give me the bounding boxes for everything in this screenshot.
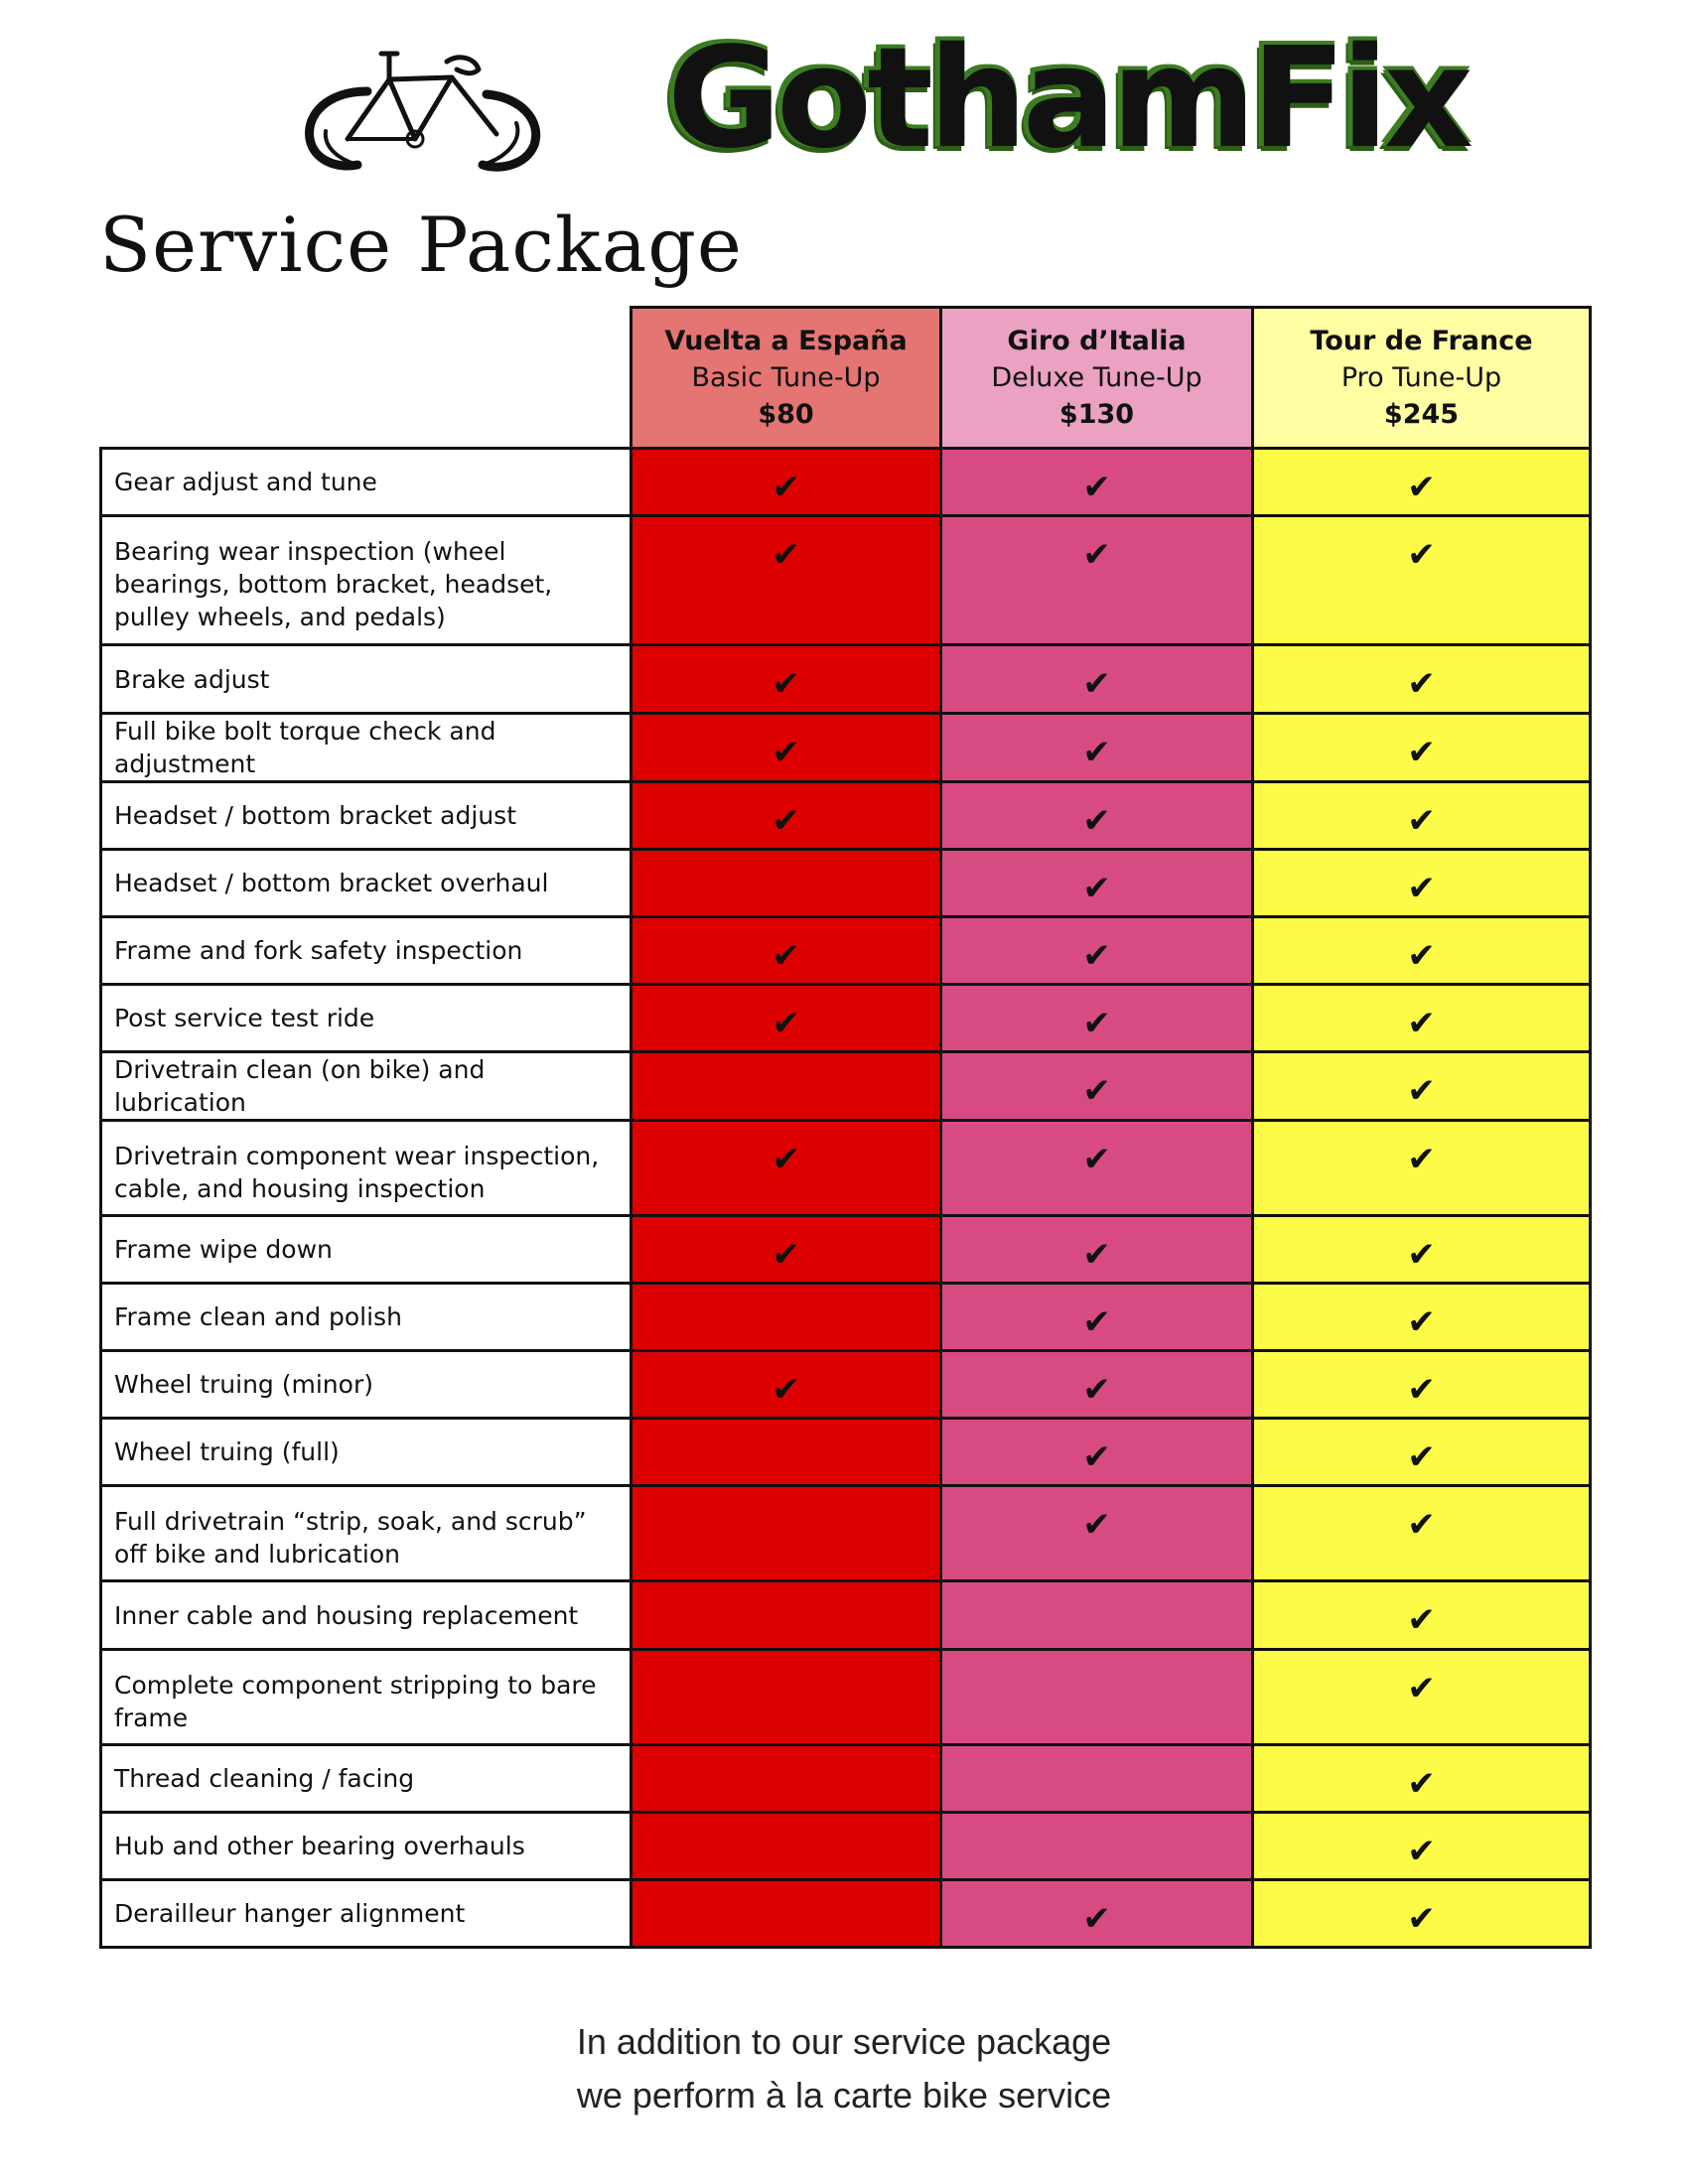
page-title: Service Package: [99, 201, 743, 289]
feature-row: [101, 1052, 1591, 1121]
check-icon: ✔: [1253, 1284, 1591, 1351]
footer-line-1: In addition to our service package: [576, 2021, 1112, 2062]
package-tier: Basic Tune-Up: [691, 362, 881, 393]
feature-label: Derailleur hanger alignment: [101, 1880, 632, 1948]
check-icon: ✔: [632, 645, 941, 714]
feature-label: Inner cable and housing replacement: [101, 1581, 632, 1650]
feature-row: [101, 449, 1591, 516]
footer-note: [0, 2015, 1688, 2122]
package-name: Tour de France: [1310, 326, 1533, 356]
check-icon: ✔: [632, 1216, 941, 1284]
brand-logo-text: GothamFix: [667, 18, 1469, 180]
empty-cell: [632, 1880, 941, 1948]
check-icon: ✔: [632, 1121, 941, 1216]
package-name: Giro d’Italia: [1007, 326, 1187, 356]
empty-cell: [632, 1581, 941, 1650]
check-icon: ✔: [941, 1486, 1253, 1581]
check-icon: ✔: [1253, 1880, 1591, 1948]
package-price: $80: [758, 399, 814, 430]
feature-label: Frame clean and polish: [101, 1284, 632, 1351]
feature-row: [101, 1880, 1591, 1948]
feature-label: Frame and fork safety inspection: [101, 917, 632, 985]
feature-label: Drivetrain clean (on bike) and lubrication: [101, 1052, 632, 1121]
check-icon: ✔: [1253, 850, 1591, 917]
empty-cell: [632, 1745, 941, 1813]
check-icon: ✔: [941, 850, 1253, 917]
feature-row: [101, 1351, 1591, 1419]
empty-cell: [632, 1284, 941, 1351]
feature-label: Wheel truing (minor): [101, 1351, 632, 1419]
check-icon: ✔: [941, 449, 1253, 516]
header-blank-cell: [101, 308, 632, 449]
package-header-pro: [1253, 308, 1591, 449]
feature-label: Thread cleaning / facing: [101, 1745, 632, 1813]
check-icon: ✔: [1253, 782, 1591, 850]
check-icon: ✔: [941, 1419, 1253, 1486]
check-icon: ✔: [1253, 1745, 1591, 1813]
feature-label: Gear adjust and tune: [101, 449, 632, 516]
check-icon: ✔: [632, 516, 941, 645]
bicycle-icon: [298, 40, 546, 179]
feature-row: [101, 714, 1591, 782]
check-icon: ✔: [941, 714, 1253, 782]
feature-label: Headset / bottom bracket overhaul: [101, 850, 632, 917]
check-icon: ✔: [1253, 917, 1591, 985]
empty-cell: [941, 1650, 1253, 1745]
check-icon: ✔: [1253, 714, 1591, 782]
feature-label: Hub and other bearing overhauls: [101, 1813, 632, 1880]
feature-row: [101, 850, 1591, 917]
package-header-row: [101, 308, 1591, 449]
feature-row: [101, 1581, 1591, 1650]
feature-row: [101, 645, 1591, 714]
feature-row: [101, 1121, 1591, 1216]
feature-label: Wheel truing (full): [101, 1419, 632, 1486]
feature-row: [101, 1419, 1591, 1486]
check-icon: ✔: [941, 1216, 1253, 1284]
check-icon: ✔: [1253, 1052, 1591, 1121]
check-icon: ✔: [941, 1284, 1253, 1351]
empty-cell: [632, 1052, 941, 1121]
check-icon: ✔: [941, 782, 1253, 850]
empty-cell: [632, 1650, 941, 1745]
check-icon: ✔: [1253, 1419, 1591, 1486]
check-icon: ✔: [941, 645, 1253, 714]
check-icon: ✔: [1253, 1121, 1591, 1216]
feature-row: [101, 985, 1591, 1052]
package-price: $245: [1383, 399, 1460, 430]
check-icon: ✔: [1253, 1650, 1591, 1745]
check-icon: ✔: [632, 714, 941, 782]
check-icon: ✔: [941, 985, 1253, 1052]
check-icon: ✔: [941, 1052, 1253, 1121]
feature-row: [101, 1284, 1591, 1351]
empty-cell: [941, 1581, 1253, 1650]
empty-cell: [632, 1486, 941, 1581]
feature-label: Full bike bolt torque check and adjustment: [101, 714, 632, 782]
check-icon: ✔: [1253, 645, 1591, 714]
check-icon: ✔: [941, 1351, 1253, 1419]
feature-label: Bearing wear inspection (wheel bearings, bottom bracket, headset, pulley wheels, and pedals): [101, 516, 632, 645]
package-tier: Deluxe Tune-Up: [991, 362, 1202, 393]
feature-label: Brake adjust: [101, 645, 632, 714]
check-icon: ✔: [941, 917, 1253, 985]
feature-rows: [101, 449, 1591, 1948]
feature-label: Complete component stripping to bare frame: [101, 1650, 632, 1745]
check-icon: ✔: [1253, 1813, 1591, 1880]
feature-row: [101, 516, 1591, 645]
feature-row: [101, 1486, 1591, 1581]
empty-cell: [941, 1745, 1253, 1813]
feature-label: Headset / bottom bracket adjust: [101, 782, 632, 850]
check-icon: ✔: [632, 782, 941, 850]
check-icon: ✔: [1253, 1581, 1591, 1650]
package-name: Vuelta a España: [664, 326, 908, 356]
feature-row: [101, 1745, 1591, 1813]
package-header-basic: [632, 308, 941, 449]
feature-row: [101, 1650, 1591, 1745]
check-icon: ✔: [941, 1121, 1253, 1216]
package-header-deluxe: [941, 308, 1253, 449]
check-icon: ✔: [1253, 985, 1591, 1052]
check-icon: ✔: [941, 516, 1253, 645]
check-icon: ✔: [1253, 1486, 1591, 1581]
feature-row: [101, 1216, 1591, 1284]
footer-line-2: we perform à la carte bike service: [576, 2075, 1112, 2116]
check-icon: ✔: [632, 449, 941, 516]
feature-label: Post service test ride: [101, 985, 632, 1052]
service-package-table: [99, 306, 1592, 1949]
empty-cell: [632, 1813, 941, 1880]
feature-label: Frame wipe down: [101, 1216, 632, 1284]
check-icon: ✔: [632, 917, 941, 985]
feature-label: Full drivetrain “strip, soak, and scrub” off bike and lubrication: [101, 1486, 632, 1581]
feature-row: [101, 917, 1591, 985]
check-icon: ✔: [1253, 1216, 1591, 1284]
empty-cell: [632, 1419, 941, 1486]
package-tier: Pro Tune-Up: [1340, 362, 1502, 393]
check-icon: ✔: [941, 1880, 1253, 1948]
check-icon: ✔: [1253, 449, 1591, 516]
check-icon: ✔: [632, 1351, 941, 1419]
empty-cell: [632, 850, 941, 917]
feature-label: Drivetrain component wear inspection, cable, and housing inspection: [101, 1121, 632, 1216]
feature-row: [101, 1813, 1591, 1880]
check-icon: ✔: [1253, 516, 1591, 645]
package-price: $130: [1058, 399, 1135, 430]
check-icon: ✔: [1253, 1351, 1591, 1419]
empty-cell: [941, 1813, 1253, 1880]
feature-row: [101, 782, 1591, 850]
check-icon: ✔: [632, 985, 941, 1052]
